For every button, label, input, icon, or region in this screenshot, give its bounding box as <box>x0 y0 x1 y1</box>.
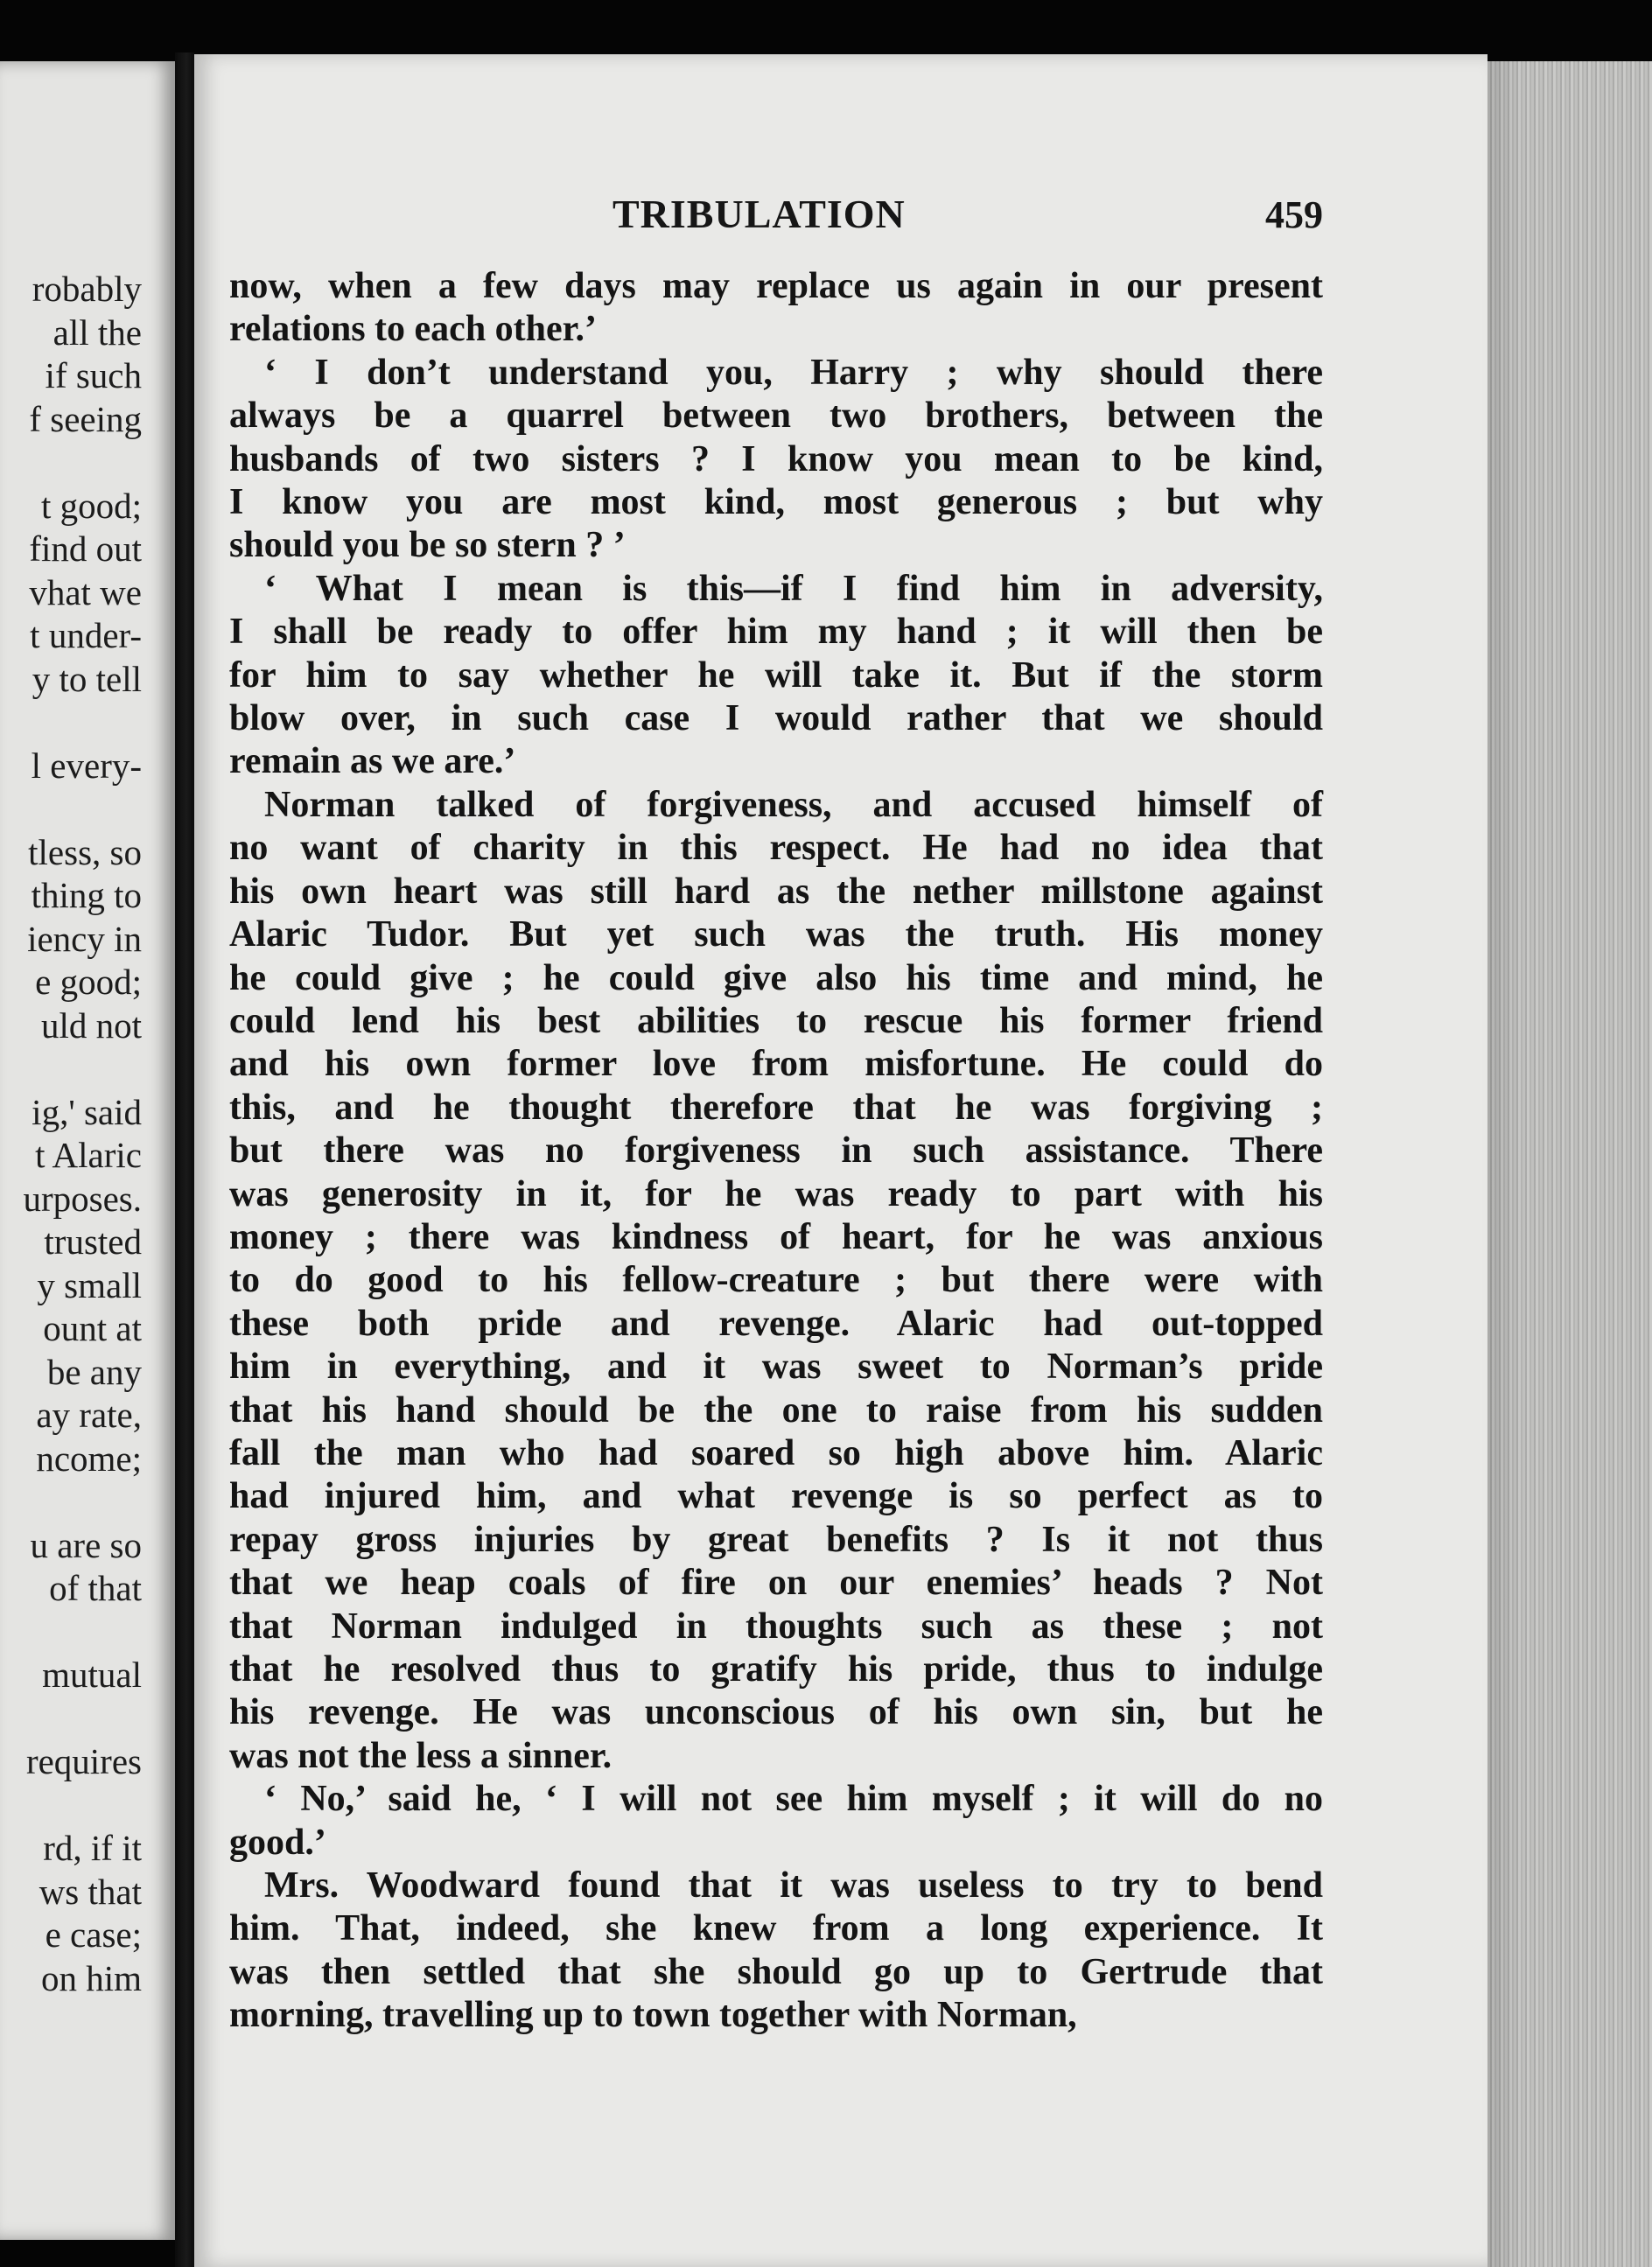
text-line: no want of charity in this respect. He had no idea that <box>229 828 1323 869</box>
left-page-line: u are so <box>30 1524 142 1565</box>
left-page-line: urposes. <box>23 1178 142 1219</box>
text-line: him. That, indeed, she knew from a long experience. It <box>229 1908 1323 1949</box>
left-page-line: f seeing <box>29 398 142 439</box>
text-line: these both pride and revenge. Alaric had out-topped <box>229 1303 1323 1344</box>
text-line: ‘ No,’ said he, ‘ I will not see him myself ; it will do no <box>264 1779 1323 1820</box>
left-page-line: mutual <box>42 1655 142 1695</box>
text-line: money ; there was kindness of heart, for he was anxious <box>229 1216 1323 1257</box>
text-line: could lend his best abilities to rescue his former friend <box>229 1000 1323 1041</box>
text-line: that Norman indulged in thoughts such as these ; not <box>229 1606 1323 1647</box>
paragraph <box>229 1778 1323 1865</box>
left-page-line: ount at <box>43 1308 142 1348</box>
left-page-line <box>23 787 142 831</box>
left-page-line: t under- <box>30 615 142 655</box>
left-page-line: iency in <box>27 918 142 959</box>
paragraph <box>229 568 1323 784</box>
left-page-line: e good; <box>35 962 142 1002</box>
text-line: blow over, in such case I would rather that we should <box>229 698 1323 739</box>
text-line: I know you are most kind, most generous ; but why <box>229 482 1323 523</box>
left-page <box>0 61 175 2240</box>
left-page-line: be any <box>46 1351 142 1392</box>
running-head <box>229 191 1323 237</box>
left-page-line: trusted <box>44 1221 142 1262</box>
text-line: ‘ I don’t understand you, Harry ; why should there <box>264 352 1323 393</box>
left-page-line: if such <box>45 355 142 395</box>
text-line: his own heart was still hard as the nether millstone against <box>229 871 1323 912</box>
body-text <box>229 265 1323 2038</box>
left-page-line: requires <box>25 1741 142 1781</box>
text-line: I shall be ready to offer him my hand ; it will then be <box>229 612 1323 653</box>
text-line: that his hand should be the one to raise from his sudden <box>229 1389 1323 1431</box>
text-line: was generosity in it, for he was ready to part with his <box>229 1173 1323 1214</box>
left-page-line <box>23 1697 142 1741</box>
left-page-line: t good; <box>40 485 142 526</box>
left-page-line <box>23 1784 142 1828</box>
text-line: always be a quarrel between two brothers, between the <box>229 395 1323 437</box>
left-page-line: ncome; <box>36 1438 142 1479</box>
text-line: that he resolved thus to gratify his pride, thus to indulge <box>229 1649 1323 1690</box>
left-page-line: all the <box>52 311 142 353</box>
left-page-line <box>23 1047 142 1091</box>
book-spine <box>175 52 194 2267</box>
left-page-line: ay rate, <box>36 1395 142 1435</box>
left-page-text <box>23 268 142 2000</box>
left-page-line: thing to <box>31 875 142 915</box>
left-page-line: rd, if it <box>43 1828 142 1868</box>
text-line: Mrs. Woodward found that it was useless to try to bend <box>264 1865 1323 1907</box>
text-line: morning, travelling up to town together with Norman, <box>229 1995 1077 2036</box>
left-page-line: e case; <box>45 1914 142 1955</box>
text-line: fall the man who had soared so high above him. Alaric <box>229 1432 1323 1473</box>
text-line: now, when a few days may replace us again in our present <box>229 266 1323 306</box>
text-line: ‘ What I mean is this—if I find him in adversity, <box>264 568 1323 609</box>
left-page-line: robably <box>32 269 142 309</box>
left-page-line: of that <box>49 1568 142 1608</box>
text-line: good.’ <box>229 1822 326 1863</box>
text-line: had injured him, and what revenge is so perfect as to <box>229 1476 1323 1517</box>
text-line: Alaric Tudor. But yet such was the truth. His money <box>229 914 1323 955</box>
left-page-line: ig,' said <box>32 1091 142 1132</box>
paragraph <box>229 352 1323 568</box>
text-line: should you be so stern ? ’ <box>229 525 626 566</box>
text-line: relations to each other.’ <box>229 309 597 350</box>
left-page-line: vhat we <box>29 571 142 612</box>
text-line: him in everything, and it was sweet to Norman’s pride <box>229 1347 1323 1388</box>
left-page-line: uld not <box>40 1004 142 1046</box>
left-page-line: t Alaric <box>35 1135 142 1175</box>
left-page-line: find out <box>29 528 142 569</box>
text-line: was not the less a sinner. <box>229 1735 612 1776</box>
left-page-line <box>23 701 142 745</box>
text-line: he could give ; he could give also his time and mind, he <box>229 957 1323 998</box>
paragraph <box>229 1865 1323 2038</box>
left-page-line <box>23 1611 142 1655</box>
text-line: remain as we are.’ <box>229 741 516 782</box>
text-line: this, and he thought therefore that he was forgiving ; <box>229 1087 1323 1128</box>
text-line: for him to say whether he will take it. But if the storm <box>229 654 1323 696</box>
page-edge-shadow <box>1488 61 1522 2267</box>
left-page-line: ws that <box>38 1871 142 1912</box>
text-line: husbands of two sisters ? I know you mean to be kind, <box>229 438 1323 479</box>
text-line: that we heap coals of fire on our enemies’ heads ? Not <box>229 1563 1323 1604</box>
page-number: 459 <box>1265 193 1323 236</box>
left-page-line: y to tell <box>32 658 142 699</box>
text-line: Norman talked of forgiveness, and accused himself of <box>264 784 1323 825</box>
left-page-line <box>23 1480 142 1524</box>
paragraph <box>229 784 1323 1778</box>
text-line: repay gross injuries by great benefits ? Is it not thus <box>229 1519 1323 1560</box>
left-page-line: y small <box>37 1264 142 1305</box>
paragraph <box>229 265 1323 352</box>
left-page-line: on him <box>40 1957 142 1998</box>
left-page-line: tless, so <box>28 831 142 872</box>
left-page-line: l every- <box>31 745 142 786</box>
left-page-line <box>23 441 142 485</box>
text-line: and his own former love from misfortune. He could do <box>229 1044 1323 1085</box>
text-line: his revenge. He was unconscious of his own sin, but he <box>229 1692 1323 1733</box>
text-line: was then settled that she should go up to Gertrude that <box>229 1951 1323 1992</box>
running-title: TRIBULATION <box>612 192 906 236</box>
text-line: but there was no forgiveness in such assistance. There <box>229 1130 1323 1172</box>
text-line: to do good to his fellow-creature ; but there were with <box>229 1260 1323 1301</box>
